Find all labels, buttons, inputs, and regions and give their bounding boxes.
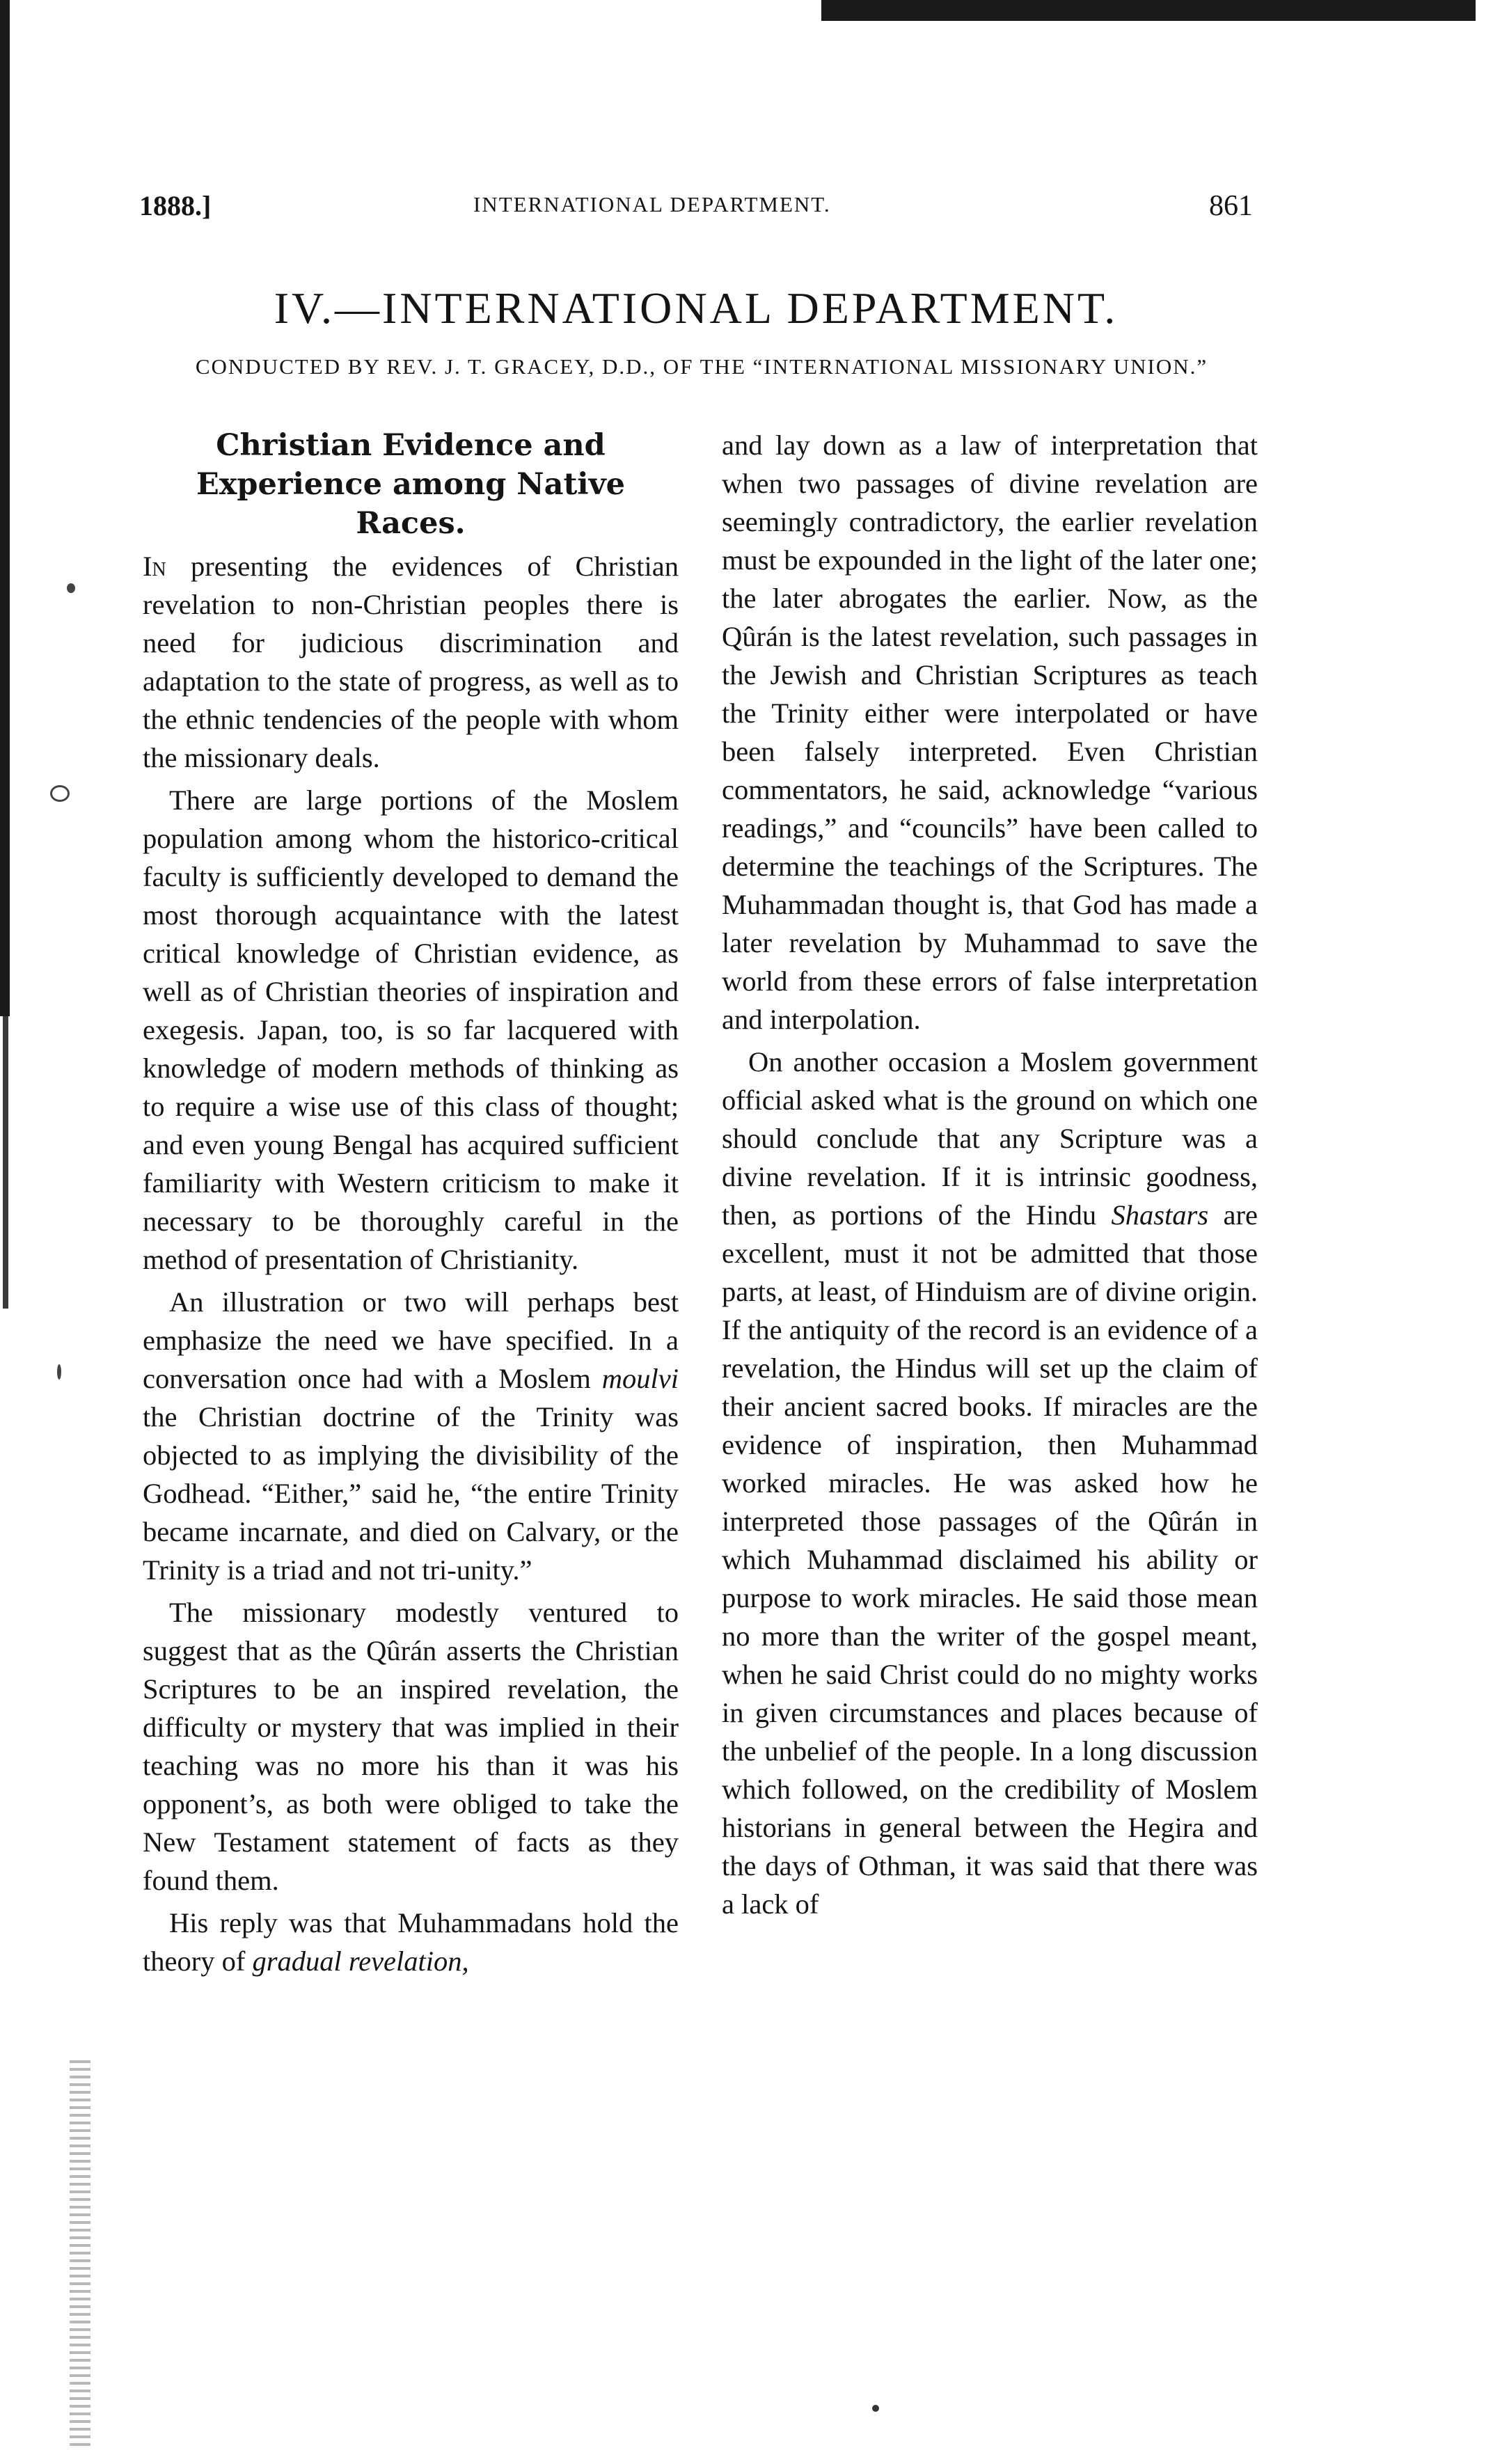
header-year: 1888.] <box>139 190 212 221</box>
left-edge-shadow <box>0 0 10 1016</box>
header-page-number: 861 <box>1209 190 1253 222</box>
margin-bleed <box>70 2060 90 2450</box>
top-edge-rule <box>821 0 1476 21</box>
paragraph-1-text: presenting the evidences of Christian revelation to non-Christian peoples there is need for judicious discrimination and adaptation to the state of progress, as well as to the ethnic tendencies of the people with whom the missionary deals. <box>143 551 679 773</box>
header-running-title: INTERNATIONAL DEPARTMENT. <box>473 192 831 216</box>
paragraph-5-text-a: His reply was that Muhammadans hold the theory of <box>143 1907 679 1977</box>
paragraph-4: The missionary modestly ventured to suggest that as the Qûrán asserts the Christian Scriptures to be an inspired revelation, the difficulty or mystery that was implied in their teaching was no more his than it was his opponent’s, as both were obliged to take the New Testament statement of facts as they found them. <box>143 1597 679 1896</box>
left-edge-shadow-lower <box>3 1016 8 1309</box>
paragraph-6-text-b: are excellent, must it not be admitted that those parts, at least, of Hinduism are of divine origin. If the antiquity of the record is an evidence of a revelation, the Hindus will set up the claim of their ancient sacred books. If miracles are the evidence of inspiration, then Muhammad worked miracles. He was asked how he interpreted those passages of the Qûrán in which Muhammad disclaimed his ability or purpose to work miracles. He said those mean no more than the writer of the gospel meant, when he said Christ could do no mighty works in given circumstances and places because of the unbelief of the people. In a long discussion which followed, on the credibility of Moslem historians in general between the Hegira and the days of Othman, it was said that there was a lack of <box>722 1199 1258 1920</box>
paragraph-3-text-b: the Christian doctrine of the Trinity was objected to as implying the divisibility of the Godhead. “Either,” said he, “the entire Trinity became incarnate, and died on Calvary, or the Trinity is a triad and not tri-unity.” <box>143 1401 679 1586</box>
running-head <box>139 189 1253 231</box>
section-title: IV.—INTERNATIONAL DEPARTMENT. <box>274 283 1119 333</box>
drop-word: In <box>143 551 166 582</box>
paragraph-6-text-a: On another occasion a Moslem government official asked what is the ground on which one should conclude that any Scripture was a divine revelation. If it is intrinsic goodness, then, as portions of the Hindu <box>722 1046 1258 1231</box>
paragraph-6-italic: Shastars <box>1111 1199 1209 1231</box>
paragraph-3-text-a: An illustration or two will perhaps best emphasize the need we have specified. In a conversation once had with a Moslem <box>143 1286 679 1394</box>
margin-mark <box>50 785 70 802</box>
text-column-right <box>722 426 1258 1927</box>
paragraph-3-italic: moulvi <box>601 1363 679 1394</box>
paragraph-6 <box>722 1043 1258 1923</box>
text-column-left <box>143 426 679 1984</box>
paragraph-5-start <box>143 1904 679 1980</box>
article-heading: Christian Evidence and Experience among Native Races. <box>196 428 625 541</box>
paragraph-5-continued: and lay down as a law of interpretation that when two passages of divine revelation are seemingly contradictory, the earlier revelation must be expounded in the light of the later one; the later abrogates the earlier. Now, as the Qûrán is the latest revelation, such passages in the Jewish and Christian Scriptures as teach the Trinity either were interpolated or have been falsely interpreted. Even Christian commentators, he said, acknowledge “various readings,” and “councils” have been called to determine the teachings of the Scriptures. The Muhammadan thought is, that God has made a later revelation by Muhammad to save the world from these errors of false interpretation and interpolation. <box>722 429 1258 1035</box>
paragraph-2: There are large portions of the Moslem population among whom the historico-critical faculty is sufficiently developed to demand the most thorough acquaintance with the latest critical knowledge of Christian evidence, as well as of Christian theories of inspiration and exegesis. Japan, too, is so far lacquered with knowledge of modern methods of thinking as to require a wise use of this class of thought; and even young Bengal has acquired sufficient familiarity with Western criticism to make it necessary to be thoroughly careful in the method of presentation of Christianity. <box>143 784 679 1275</box>
margin-mark <box>57 1364 61 1380</box>
section-editor-line: CONDUCTED BY REV. J. T. GRACEY, D.D., OF THE “INTERNATIONAL MISSIONARY UNION.” <box>195 354 1208 379</box>
paragraph-5-italic: gradual revelation, <box>252 1945 469 1977</box>
paragraph-1 <box>143 547 679 777</box>
print-speck <box>872 2405 879 2412</box>
margin-mark <box>67 583 75 593</box>
paragraph-3 <box>143 1283 679 1589</box>
